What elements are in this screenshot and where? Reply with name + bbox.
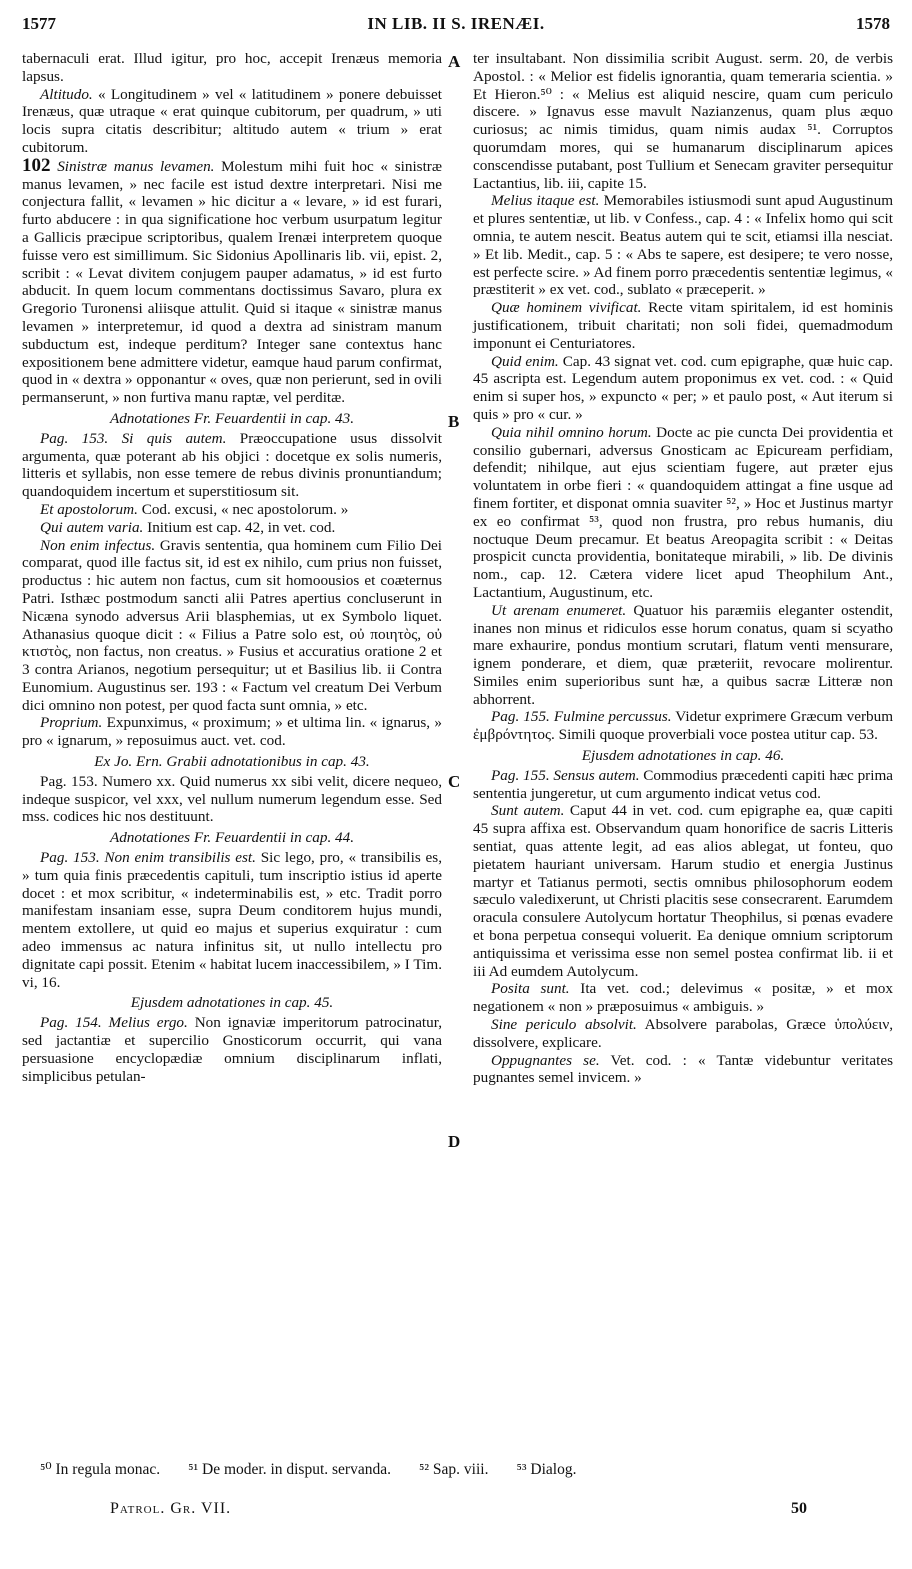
lemma: Melius itaque est. [491, 192, 600, 210]
annotation-text: Initium est cap. 42, in vet. cod. [143, 518, 336, 536]
annotation-paragraph [473, 708, 893, 744]
lemma: Et apostolorum. [40, 500, 138, 518]
margin-letter-c: C [448, 772, 461, 791]
lemma: Non enim infectus. [40, 536, 156, 554]
left-column [22, 50, 442, 1085]
lemma: Oppugnantes se. [491, 1051, 600, 1069]
annotation-paragraph [22, 86, 442, 157]
lemma: Sinistræ manus levamen. [57, 157, 215, 175]
annotation-text: Cap. 43 signat vet. cod. cum epigraphe, quæ huic cap. 45 ascripta est. Legendum autem proponimus ex vet. cod. : « Quid enim si super hos, » expuncto « per; » et paulo post, « Aut iterum si quis » pro « cur. » [473, 352, 893, 423]
lemma: Quid enim. [491, 352, 559, 370]
annotation-paragraph [473, 1052, 893, 1088]
annotation-text: Ita vet. cod.; delevimus « positæ, » et mox negationem « non » præposuimus « ambiguis. » [473, 980, 893, 1016]
footnote: ⁵³ Dialog. [516, 1461, 577, 1478]
series-title: Patrol. Gr. VII. [110, 1500, 232, 1517]
section-heading: Adnotationes Fr. Feuardentii in cap. 43. [109, 409, 355, 427]
annotation-paragraph [22, 537, 442, 715]
right-page-number: 1578 [856, 14, 890, 33]
section-heading: Ex Jo. Ern. Grabii adnotationibus in cap. 43. [94, 753, 370, 771]
lemma: Pag. 155. Fulmine percussus. [491, 708, 672, 726]
lemma: Sine periculo absolvit. [491, 1016, 637, 1034]
annotation-text: Docte ac pie cuncta Dei providentia et consilio gubernari, adversus Gnosticam ac Epicuream perfidiam, defendit; nihilque, aut ejus scientiam fugere, aut præter ejus voluntatem in orbe fieri : « quandoquidem attingat a fine usque ad finem fortiter, et disponat omnia suaviter ⁵², » Hoc et Justinus martyr ex eo confirmat ⁵³, quod non frustra, pro rebus humanis, diu noctuque Deum precamur. Et beatus Areopagita scribit : « Deitas prospicit cuncta providentia, bonitateque mirabili, » lib. De divinis nom., cap. 12. Cætera videre licet apud Theophilum Ant., Lactantium, Augustinum, etc. [473, 423, 893, 601]
annotation-text: Caput 44 in vet. cod. cum epigraphe ea, quæ capiti 45 supra affixa est. Observandum quam honorifice de sacris Litteris sentiat, quas attente legit, ad eas alios ablegat, ut fonteu, quo pietatem hauriant universam. Harum studio et energia Justinus martyr et Tatianus permoti, sectis omnibus philosophorum eodem sæculo valedixerunt, ut Christi placitis sese consecrarent. Earumdem oracula consulere Autolycum hortatur Theophilus, si pœnas evadere et bona perpetua consequi voluerit. Ea denique omnium scriptorum antiquissima et verissima esse non semel postea confirmat lib. ii et iii Ad eumdem Autolycum. [473, 802, 893, 980]
annotation-paragraph [473, 802, 893, 980]
annotation-paragraph [22, 154, 442, 407]
section-heading: Adnotationes Fr. Feuardentii in cap. 44. [109, 829, 355, 847]
footnotes [40, 1460, 872, 1479]
lemma: Altitudo. [40, 85, 93, 103]
lemma: Quia nihil omnino horum. [491, 423, 652, 441]
annotation-text: Videtur exprimere Græcum verbum ἐμβρόντητος. Simili quoque proverbiali voce postea utitur cap. 53. [473, 708, 894, 744]
section-heading: Ejusdem adnotationes in cap. 46. [581, 747, 785, 765]
annotation-text: tabernaculi erat. Illud igitur, pro hoc, accepit Irenæus memoria lapsus. [22, 50, 442, 85]
annotation-text: ter insultabant. Non dissimilia scribit August. serm. 20, de verbis Apostol. : « Melior est fidelis ignorantia, quam temeraria scientia. » Et Hieron.⁵⁰ : « Melius est aliquid nescire, quam cum periculo discere. » Ignavus esse mavult Nazianzenus, quam plus æquo curiosus; ac nimis timidus, quam nimis audax ⁵¹. Corruptos quorumdam mores, qui se humanarum disciplinarum apices conscendisse putabant, post Tullium et Senecam graviter persequitur Lactantius, lib. iii, capite 15. [473, 50, 893, 192]
footnote: ⁵² Sap. viii. [418, 1461, 489, 1478]
annotation-text: Absolvere parabolas, Græce ὑπολύειν, dissolvere, explicare. [473, 1016, 893, 1051]
lemma: Pag. 153. Non enim transibilis est. [40, 849, 256, 867]
annotation-paragraph [22, 50, 442, 86]
margin-letter-b: B [448, 412, 460, 431]
annotation-paragraph [473, 50, 893, 192]
footnote: ⁵¹ De moder. in disput. servanda. [188, 1461, 391, 1478]
annotation-paragraph [22, 430, 442, 501]
section-heading: Ejusdem adnotationes in cap. 45. [130, 994, 334, 1012]
annotation-text: Memorabiles istiusmodi sunt apud Augustinum et plures sententiæ, ut lib. v Confess., cap. 4 : « Infelix homo qui scit omnia, te autem nescit. Beatus autem qui te scit, etiamsi illa nesciat. » Et lib. Medit., cap. 5 : « Abs te sapere, est desipere; te vero nosse, est perfecte scire. » Ad finem porro præcedentis sententiæ legimus, « præstiterit » ex vet. cod., sublato « præceperit. » [473, 192, 894, 299]
annotation-paragraph [22, 773, 442, 826]
footnote: ⁵⁰ In regula monac. [40, 1461, 161, 1478]
annotation-text: Cod. excusi, « nec apostolorum. » [137, 500, 349, 518]
annotation-paragraph [473, 192, 893, 299]
lemma: Sunt autem. [491, 802, 565, 820]
annotation-paragraph [473, 1016, 893, 1052]
margin-letter-d: D [448, 1132, 461, 1151]
annotation-paragraph [473, 767, 893, 803]
lemma: Pag. 155. Sensus autem. [491, 766, 640, 784]
annotation-text: Commodius præcedenti capiti hæc prima sententia jungeretur, ut cum argumento indicat vetus cod. [473, 766, 894, 802]
annotation-paragraph [473, 353, 893, 424]
annotation-text: Recte vitam spiritalem, id est hominis justificationem, tribuit charitati; non soli fidei, quemadmodum imponunt ei Centuriatores. [473, 299, 893, 352]
right-column [473, 50, 893, 1087]
margin-letter-a: A [448, 52, 461, 71]
annotation-paragraph [473, 602, 893, 709]
annotation-text: Non ignaviæ imperitorum patrocinatur, sed jactantiæ et supercilio Gnosticorum occurrit, qui vana persuasione encyclopædiæ omnium disciplinarum inflati, simplicibus petulan- [22, 1014, 442, 1085]
sheet-number: 50 [791, 1500, 807, 1517]
lemma: Posita sunt. [491, 980, 570, 998]
annotation-paragraph [22, 501, 442, 519]
annotation-paragraph [22, 1014, 442, 1085]
annotation-text: « Longitudinem » vel « latitudinem » ponere debuisset Irenæus, quæ utraque « erat quinque cubitorum, per quadrum, » uti locis supra citatis describitur; altitudo autem « trium » erat cubitorum. [22, 85, 442, 156]
lemma: Pag. 154. Melius ergo. [40, 1014, 188, 1032]
annotation-text: Præoccupatione usus dissolvit argumenta, quæ poterant ab his objici : docetque ex solis numeris, litteris et syllabis, non esse temere de rebus divinis pronuntiandum; quandoquidem incertum et superstitiosum sit. [22, 429, 442, 501]
lemma: Pag. 153. Si quis autem. [40, 429, 227, 447]
annotation-paragraph [22, 849, 442, 991]
annotation-paragraph [22, 714, 442, 750]
page-header [22, 8, 890, 34]
running-title: IN LIB. II S. IRENÆI. [367, 14, 545, 33]
annotation-text: Sic lego, pro, « transibilis es, » tum quia finis præcedentis capituli, tum inscriptio istius id aperte docet : et mox scribitur, « indeterminabilis est, » etc. Tradit porro manifestam insaniam esse, supra Deum conditorem hujus mundi, mentem extollere, ut quid eo majus et superius exquiratur : cum adeo immensus ac natura infinitus sit, ut nullo intellectu pro dignitate capi possit. Etenim « habitat lucem inaccessibilem, » I Tim. vi, 16. [22, 849, 442, 991]
annotation-text: Expunximus, « proximum; » et ultima lin. « ignarus, » pro « ignarum, » reposuimus auct. vet. cod. [22, 714, 442, 750]
annotation-text: Vet. cod. : « Tantæ videbuntur veritates pugnantes semel invicem. » [473, 1051, 893, 1087]
lemma: Ut arenam enumeret. [491, 601, 627, 619]
annotation-text: Gravis sententia, qua hominem cum Filio Dei comparat, quod ille factus sit, id est ex nihilo, cum prius non fuisset, productus : hic autem non factus, cum sit homoousios et coæternus Patri. Isthæc postmodum sancti alii Patres apertius concluserunt in Nicæna synodo adversus Arii blasphemias, ut ex Symbolo liquet. Athanasius quoque dicit : « Filius a Patre solo est, οὐ ποιητὸς, οὐ κτιστὸς, non factus, non creatus. » Fusius et accuratius oratione 2 et 3 contra Arianos, negotium persequitur; ut et Basilius lib. ii Contra Eunomium. Augustinus ser. 193 : « Factum vel creatum Dei Verbum dici omnino non potest, per quod facta sunt omnia, » etc. [22, 536, 443, 714]
annotation-text: Molestum mihi fuit hoc « sinistræ manus levamen, » nec facile est istud dextre interpretari. Nisi me conjectura fallit, « levamen » hic dicitur a « levare, » id est furari, furto abducere : in qua significatione hoc verbum usurpatum legitur a Gallicis præcipue scriptoribus, qualem Irenæi interpretem quoque fuisse vero est simillimum. Sic Sidonius Apollinaris lib. vii, epist. 2, scribit : « Levat divitem conjugem pauper adamatus, » id est furto abducit. In quem locum commentans doctissimus Savaro, plura ex Gregorio Turonensi aliisque attulit. Quid si itaque « sinistræ manus levamen » interpretemur, id quod a dextra ad sinistram manum subductum est, indeque perditum? Integer sane contextus hanc expositionem bene admittere videtur, eamque haud parum confirmat, quod in « dextra » opponantur « oves, quæ non perierunt, sed in ovili permanserunt, » non furtiva manu raptæ, vel perditæ. [22, 157, 442, 407]
annotation-paragraph [473, 424, 893, 602]
annotation-text: Pag. 153. Numero xx. Quid numerus xx sibi velit, dicere nequeo, indeque suspicor, vel xxx, vel nullum numerum legendum esse. Sed mss. codices hic nos destituunt. [22, 772, 442, 826]
marginal-number: 102 [22, 154, 51, 176]
left-page-number: 1577 [22, 14, 56, 33]
lemma: Quæ hominem vivificat. [491, 299, 642, 317]
annotation-paragraph [473, 299, 893, 352]
lemma: Proprium. [40, 714, 103, 732]
annotation-paragraph [473, 980, 893, 1016]
annotation-paragraph [22, 519, 442, 537]
annotation-text: Quatuor his paræmiis eleganter ostendit, inanes non minus et ridiculos esse horum conatus, quam si scyatho mare exhaurire, pondus montium scrutari, flatum venti mensurare, ignem ponderare, et diem, quæ præteriit, revocare molirentur. Similes enim superioribus sunt hæ, a quibus sacræ Litteræ non abhorrent. [473, 601, 893, 708]
lemma: Qui autem varia. [40, 518, 144, 536]
